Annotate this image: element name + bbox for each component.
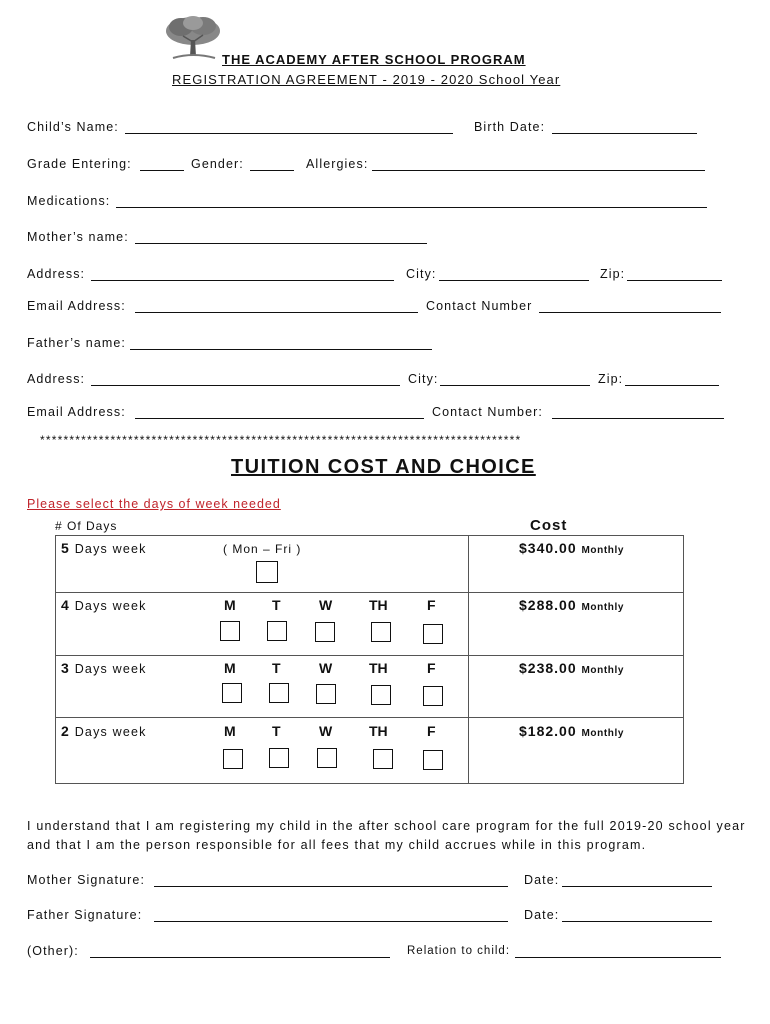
day-letter-t: T bbox=[272, 723, 281, 739]
relation-field[interactable] bbox=[515, 957, 721, 958]
price-4-value: $288.00 bbox=[519, 597, 577, 613]
row-3-num: 3 bbox=[61, 660, 70, 676]
checkbox-4-w[interactable] bbox=[315, 622, 335, 642]
period-5: Monthly bbox=[581, 545, 625, 556]
checkbox-3-t[interactable] bbox=[269, 683, 289, 703]
row-3-text: Days week bbox=[74, 662, 147, 676]
row-5-label bbox=[61, 540, 147, 556]
checkbox-4-m[interactable] bbox=[220, 621, 240, 641]
form-title: THE ACADEMY AFTER SCHOOL PROGRAM bbox=[222, 52, 526, 67]
mother-zip-label: Zip: bbox=[600, 267, 626, 281]
period-4: Monthly bbox=[581, 602, 625, 613]
price-5-value: $340.00 bbox=[519, 540, 577, 556]
instruction-text: Please select the days of week needed bbox=[27, 497, 281, 511]
row-2-text: Days week bbox=[74, 725, 147, 739]
day-letter-f: F bbox=[427, 723, 436, 739]
row-divider bbox=[55, 655, 684, 656]
checkbox-4-th[interactable] bbox=[371, 622, 391, 642]
gender-label: Gender: bbox=[191, 157, 244, 171]
price-2-days bbox=[519, 723, 624, 739]
cost-header: Cost bbox=[530, 517, 568, 534]
day-letter-w: W bbox=[319, 723, 333, 739]
birth-date-label: Birth Date: bbox=[474, 120, 546, 134]
father-date-field[interactable] bbox=[562, 921, 712, 922]
day-letter-th: TH bbox=[369, 597, 388, 613]
asterisk-divider: ********************************************************************************** bbox=[40, 433, 522, 447]
row-3-label bbox=[61, 660, 147, 676]
mother-signature-field[interactable] bbox=[154, 886, 508, 887]
father-zip-field[interactable] bbox=[625, 385, 719, 386]
price-4-days bbox=[519, 597, 624, 613]
medications-label: Medications: bbox=[27, 194, 111, 208]
day-letter-w: W bbox=[319, 597, 333, 613]
row-4-text: Days week bbox=[74, 599, 147, 613]
checkbox-2-m[interactable] bbox=[223, 749, 243, 769]
father-signature-field[interactable] bbox=[154, 921, 508, 922]
father-address-field[interactable] bbox=[91, 385, 400, 386]
row-2-label bbox=[61, 723, 147, 739]
day-letter-th: TH bbox=[369, 660, 388, 676]
father-zip-label: Zip: bbox=[598, 372, 624, 386]
other-field[interactable] bbox=[90, 957, 390, 958]
days-header: # Of Days bbox=[55, 519, 118, 533]
period-3: Monthly bbox=[581, 665, 625, 676]
grade-label: Grade Entering: bbox=[27, 157, 132, 171]
gender-field[interactable] bbox=[250, 170, 294, 171]
mother-contact-field[interactable] bbox=[539, 312, 721, 313]
birth-date-field[interactable] bbox=[552, 133, 697, 134]
grade-field[interactable] bbox=[140, 170, 184, 171]
period-2: Monthly bbox=[581, 728, 625, 739]
agreement-text: I understand that I am registering my child in the after school care program for the full 2019-20 school year and that I am the person responsible for all fees that my child accrues while in this program. bbox=[27, 819, 746, 852]
row-divider bbox=[55, 592, 684, 593]
day-letter-th: TH bbox=[369, 723, 388, 739]
father-contact-label: Contact Number: bbox=[432, 405, 543, 419]
other-label: (Other): bbox=[27, 944, 79, 958]
mother-email-label: Email Address: bbox=[27, 299, 126, 313]
form-subtitle: REGISTRATION AGREEMENT - 2019 - 2020 School Year bbox=[172, 72, 561, 87]
column-divider bbox=[468, 535, 469, 784]
day-letter-t: T bbox=[272, 660, 281, 676]
day-letter-m: M bbox=[224, 723, 236, 739]
tree-icon bbox=[163, 14, 223, 67]
father-name-field[interactable] bbox=[130, 349, 432, 350]
mother-city-label: City: bbox=[406, 267, 437, 281]
day-letter-f: F bbox=[427, 597, 436, 613]
row-divider bbox=[55, 717, 684, 718]
mother-email-field[interactable] bbox=[135, 312, 418, 313]
father-contact-field[interactable] bbox=[552, 418, 724, 419]
mother-signature-label: Mother Signature: bbox=[27, 873, 146, 887]
checkbox-2-th[interactable] bbox=[373, 749, 393, 769]
day-letter-w: W bbox=[319, 660, 333, 676]
checkbox-3-th[interactable] bbox=[371, 685, 391, 705]
father-address-label: Address: bbox=[27, 372, 86, 386]
day-letter-t: T bbox=[272, 597, 281, 613]
row-4-num: 4 bbox=[61, 597, 70, 613]
checkbox-3-m[interactable] bbox=[222, 683, 242, 703]
mother-contact-label: Contact Number bbox=[426, 299, 533, 313]
mother-city-field[interactable] bbox=[439, 280, 589, 281]
mon-fri-text: ( Mon – Fri ) bbox=[223, 542, 302, 556]
row-4-label bbox=[61, 597, 147, 613]
day-letter-f: F bbox=[427, 660, 436, 676]
price-5-days bbox=[519, 540, 624, 556]
day-letter-m: M bbox=[224, 597, 236, 613]
child-name-field[interactable] bbox=[125, 133, 453, 134]
mother-zip-field[interactable] bbox=[627, 280, 722, 281]
checkbox-4-f[interactable] bbox=[423, 624, 443, 644]
tuition-title: TUITION COST AND CHOICE bbox=[231, 456, 536, 478]
checkbox-3-f[interactable] bbox=[423, 686, 443, 706]
medications-field[interactable] bbox=[116, 207, 707, 208]
row-5-text: Days week bbox=[74, 542, 147, 556]
checkbox-2-w[interactable] bbox=[317, 748, 337, 768]
mother-date-label: Date: bbox=[524, 873, 560, 887]
price-3-days bbox=[519, 660, 624, 676]
checkbox-4-t[interactable] bbox=[267, 621, 287, 641]
mother-date-field[interactable] bbox=[562, 886, 712, 887]
allergies-label: Allergies: bbox=[306, 157, 369, 171]
father-date-label: Date: bbox=[524, 908, 560, 922]
father-email-label: Email Address: bbox=[27, 405, 126, 419]
checkbox-5-days[interactable] bbox=[256, 561, 278, 583]
father-signature-label: Father Signature: bbox=[27, 908, 143, 922]
father-city-field[interactable] bbox=[440, 385, 590, 386]
allergies-field[interactable] bbox=[372, 170, 705, 171]
checkbox-2-t[interactable] bbox=[269, 748, 289, 768]
row-5-num: 5 bbox=[61, 540, 70, 556]
mother-address-field[interactable] bbox=[91, 280, 394, 281]
price-3-value: $238.00 bbox=[519, 660, 577, 676]
mother-address-label: Address: bbox=[27, 267, 86, 281]
mother-name-label: Mother’s name: bbox=[27, 230, 129, 244]
relation-label: Relation to child: bbox=[407, 945, 511, 957]
checkbox-2-f[interactable] bbox=[423, 750, 443, 770]
price-2-value: $182.00 bbox=[519, 723, 577, 739]
father-email-field[interactable] bbox=[135, 418, 424, 419]
child-name-label: Child’s Name: bbox=[27, 120, 119, 134]
father-name-label: Father’s name: bbox=[27, 336, 127, 350]
father-city-label: City: bbox=[408, 372, 439, 386]
mother-name-field[interactable] bbox=[135, 243, 427, 244]
checkbox-3-w[interactable] bbox=[316, 684, 336, 704]
day-letter-m: M bbox=[224, 660, 236, 676]
row-2-num: 2 bbox=[61, 723, 70, 739]
